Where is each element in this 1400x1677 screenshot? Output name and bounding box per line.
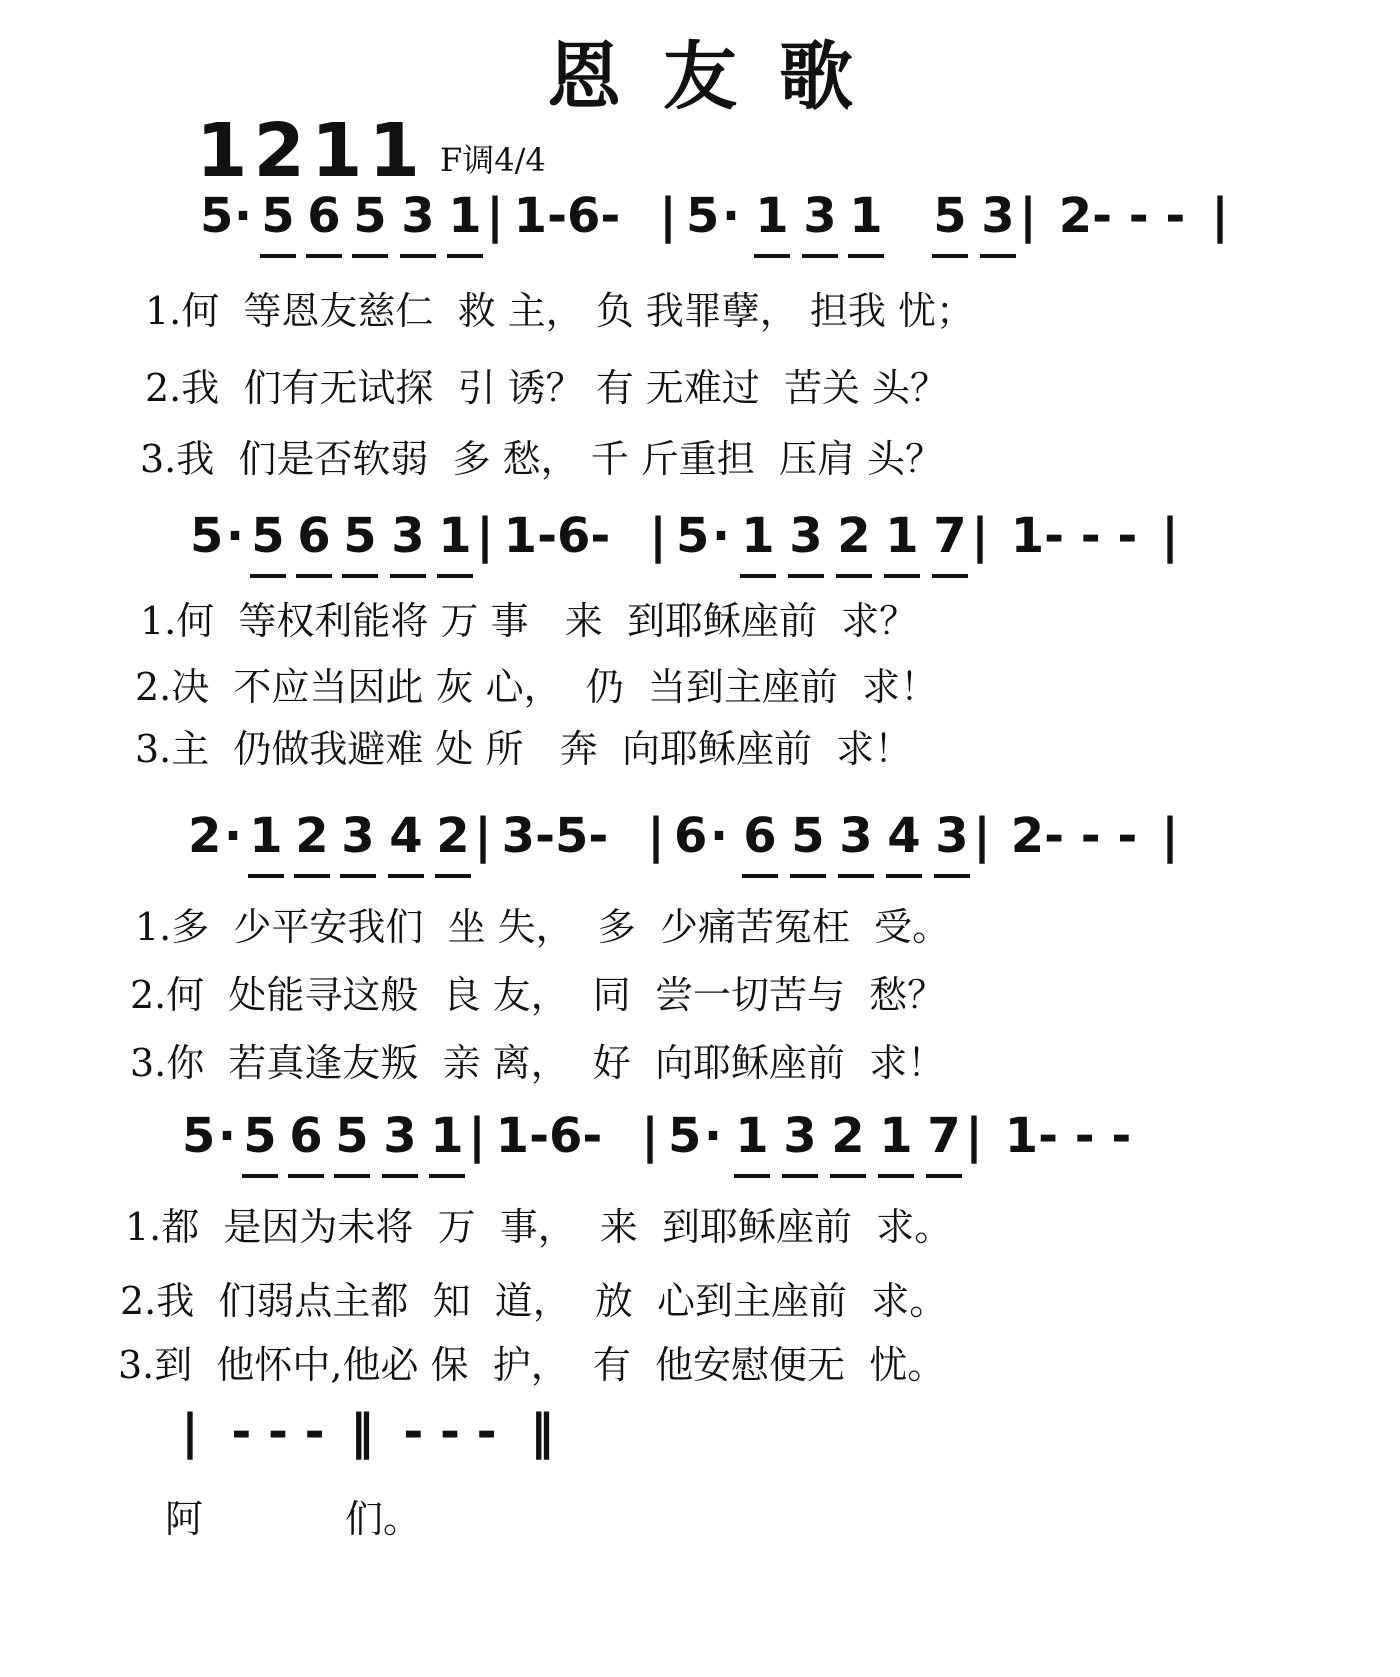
note-group: 1- - - <box>1004 1108 1132 1164</box>
notation-line-3 <box>188 808 1178 888</box>
barline: | <box>486 188 504 244</box>
coda-notation <box>180 1404 580 1484</box>
note: 1 <box>752 188 792 244</box>
dot: · <box>703 1108 723 1164</box>
note: 1 <box>732 1108 772 1164</box>
note: 5 <box>248 508 288 564</box>
barline: | <box>181 1404 199 1460</box>
note-group: 1-6- <box>495 1108 603 1164</box>
note-group: 1-6- <box>513 188 621 244</box>
lyric-line: 2.决 不应当因此 灰 心， 仍 当到主座前 求！ <box>135 665 939 709</box>
note: 3 <box>780 1108 820 1164</box>
note: 3 <box>836 808 876 864</box>
key-signature: F调4/4 <box>440 141 546 179</box>
note: 5 <box>788 808 828 864</box>
note: 2 <box>292 808 332 864</box>
note: 7 <box>924 1108 964 1164</box>
notation-line-4 <box>182 1108 1162 1188</box>
barline: | <box>971 508 989 564</box>
note: 5 <box>200 188 234 244</box>
note: 5 <box>676 508 710 564</box>
note: 2 <box>188 808 222 864</box>
note: 2 <box>433 808 473 864</box>
note: 5 <box>668 1108 702 1164</box>
notation-line-1 <box>200 188 1240 268</box>
lyric-line: 1.多 少平安我们 坐 失， 多 少痛苦冤枉 受。 <box>135 905 951 949</box>
note: 3 <box>398 188 438 244</box>
note: 3 <box>786 508 826 564</box>
note-group: - - - <box>231 1404 325 1460</box>
barline: | <box>1211 188 1229 244</box>
dot: · <box>217 1108 237 1164</box>
note: 1 <box>738 508 778 564</box>
note: 1 <box>876 1108 916 1164</box>
lyric-line: 1.何 等权利能将 万 事 来 到耶稣座前 求？ <box>140 599 918 643</box>
lyric-line: 3.你 若真逢友叛 亲 离， 好 向耶稣座前 求！ <box>130 1041 946 1085</box>
note: 3 <box>388 508 428 564</box>
note: 5 <box>332 1108 372 1164</box>
dot: · <box>709 808 729 864</box>
note: 1 <box>427 1108 467 1164</box>
note: 2 <box>828 1108 868 1164</box>
barline: | <box>965 1108 983 1164</box>
lyric-line: 2.我 们有无试探 引 诱？ 有 无难过 苦关 头？ <box>145 366 949 410</box>
note: 3 <box>800 188 840 244</box>
note: 3 <box>380 1108 420 1164</box>
double-barline: ‖ <box>350 1404 374 1460</box>
barline: | <box>474 808 492 864</box>
dot: · <box>223 808 243 864</box>
note: 5 <box>258 188 298 244</box>
note: 1 <box>846 188 886 244</box>
note: 1 <box>445 188 485 244</box>
barline: | <box>659 188 677 244</box>
lyric-line: 1.都 是因为未将 万 事， 来 到耶稣座前 求。 <box>125 1205 953 1249</box>
note: 4 <box>884 808 924 864</box>
note: 2 <box>834 508 874 564</box>
note: 5 <box>930 188 970 244</box>
dot: · <box>233 188 253 244</box>
note: 4 <box>386 808 426 864</box>
dot: · <box>721 188 741 244</box>
note-group: 2- - - <box>1058 188 1186 244</box>
lyric-line: 3.主 仍做我避难 处 所 奔 向耶稣座前 求！ <box>135 727 913 771</box>
note-group: 1- - - <box>1010 508 1138 564</box>
barline: | <box>641 1108 659 1164</box>
barline: | <box>468 1108 486 1164</box>
note: 5 <box>340 508 380 564</box>
double-barline: ‖ <box>530 1404 554 1460</box>
note: 6 <box>286 1108 326 1164</box>
note: 3 <box>338 808 378 864</box>
barline: | <box>1019 188 1037 244</box>
note: 5 <box>190 508 224 564</box>
note-group: - - - <box>403 1404 497 1460</box>
note: 3 <box>978 188 1018 244</box>
note: 5 <box>686 188 720 244</box>
note: 6 <box>674 808 708 864</box>
amen-lyric-2: 们。 <box>345 1497 422 1541</box>
note: 6 <box>740 808 780 864</box>
lyric-line: 3.我 们是否软弱 多 愁， 千 斤重担 压肩 头？ <box>140 437 944 481</box>
note: 3 <box>932 808 972 864</box>
dot: · <box>225 508 245 564</box>
note: 6 <box>304 188 344 244</box>
note: 5 <box>240 1108 280 1164</box>
barline: | <box>1161 808 1179 864</box>
dot: · <box>711 508 731 564</box>
note-group: 2- - - <box>1010 808 1138 864</box>
note: 1 <box>435 508 475 564</box>
lyric-line: 3.到 他怀中,他必 保 护， 有 他安慰便无 忧。 <box>118 1343 946 1387</box>
barline: | <box>973 808 991 864</box>
note: 5 <box>182 1108 216 1164</box>
notation-line-2 <box>190 508 1180 588</box>
note: 5 <box>350 188 390 244</box>
lyric-line: 1.何 等恩友慈仁 救 主， 负 我罪孽， 担我 忧； <box>145 289 974 333</box>
note-group: 1-6- <box>503 508 611 564</box>
barline: | <box>1161 508 1179 564</box>
song-title: 恩友歌 <box>547 34 895 120</box>
barline: | <box>647 808 665 864</box>
note: 7 <box>930 508 970 564</box>
lyric-line: 2.我 们弱点主都 知 道， 放 心到主座前 求。 <box>120 1279 948 1323</box>
barline: | <box>476 508 494 564</box>
note-group: 3-5- <box>501 808 609 864</box>
hymn-number: 1211 <box>196 108 426 194</box>
amen-lyric-1: 阿 <box>165 1497 204 1541</box>
lyric-line: 2.何 处能寻这般 良 友， 同 尝一切苦与 愁？ <box>130 973 946 1017</box>
note: 1 <box>246 808 286 864</box>
barline: | <box>649 508 667 564</box>
note: 6 <box>294 508 334 564</box>
note: 1 <box>882 508 922 564</box>
